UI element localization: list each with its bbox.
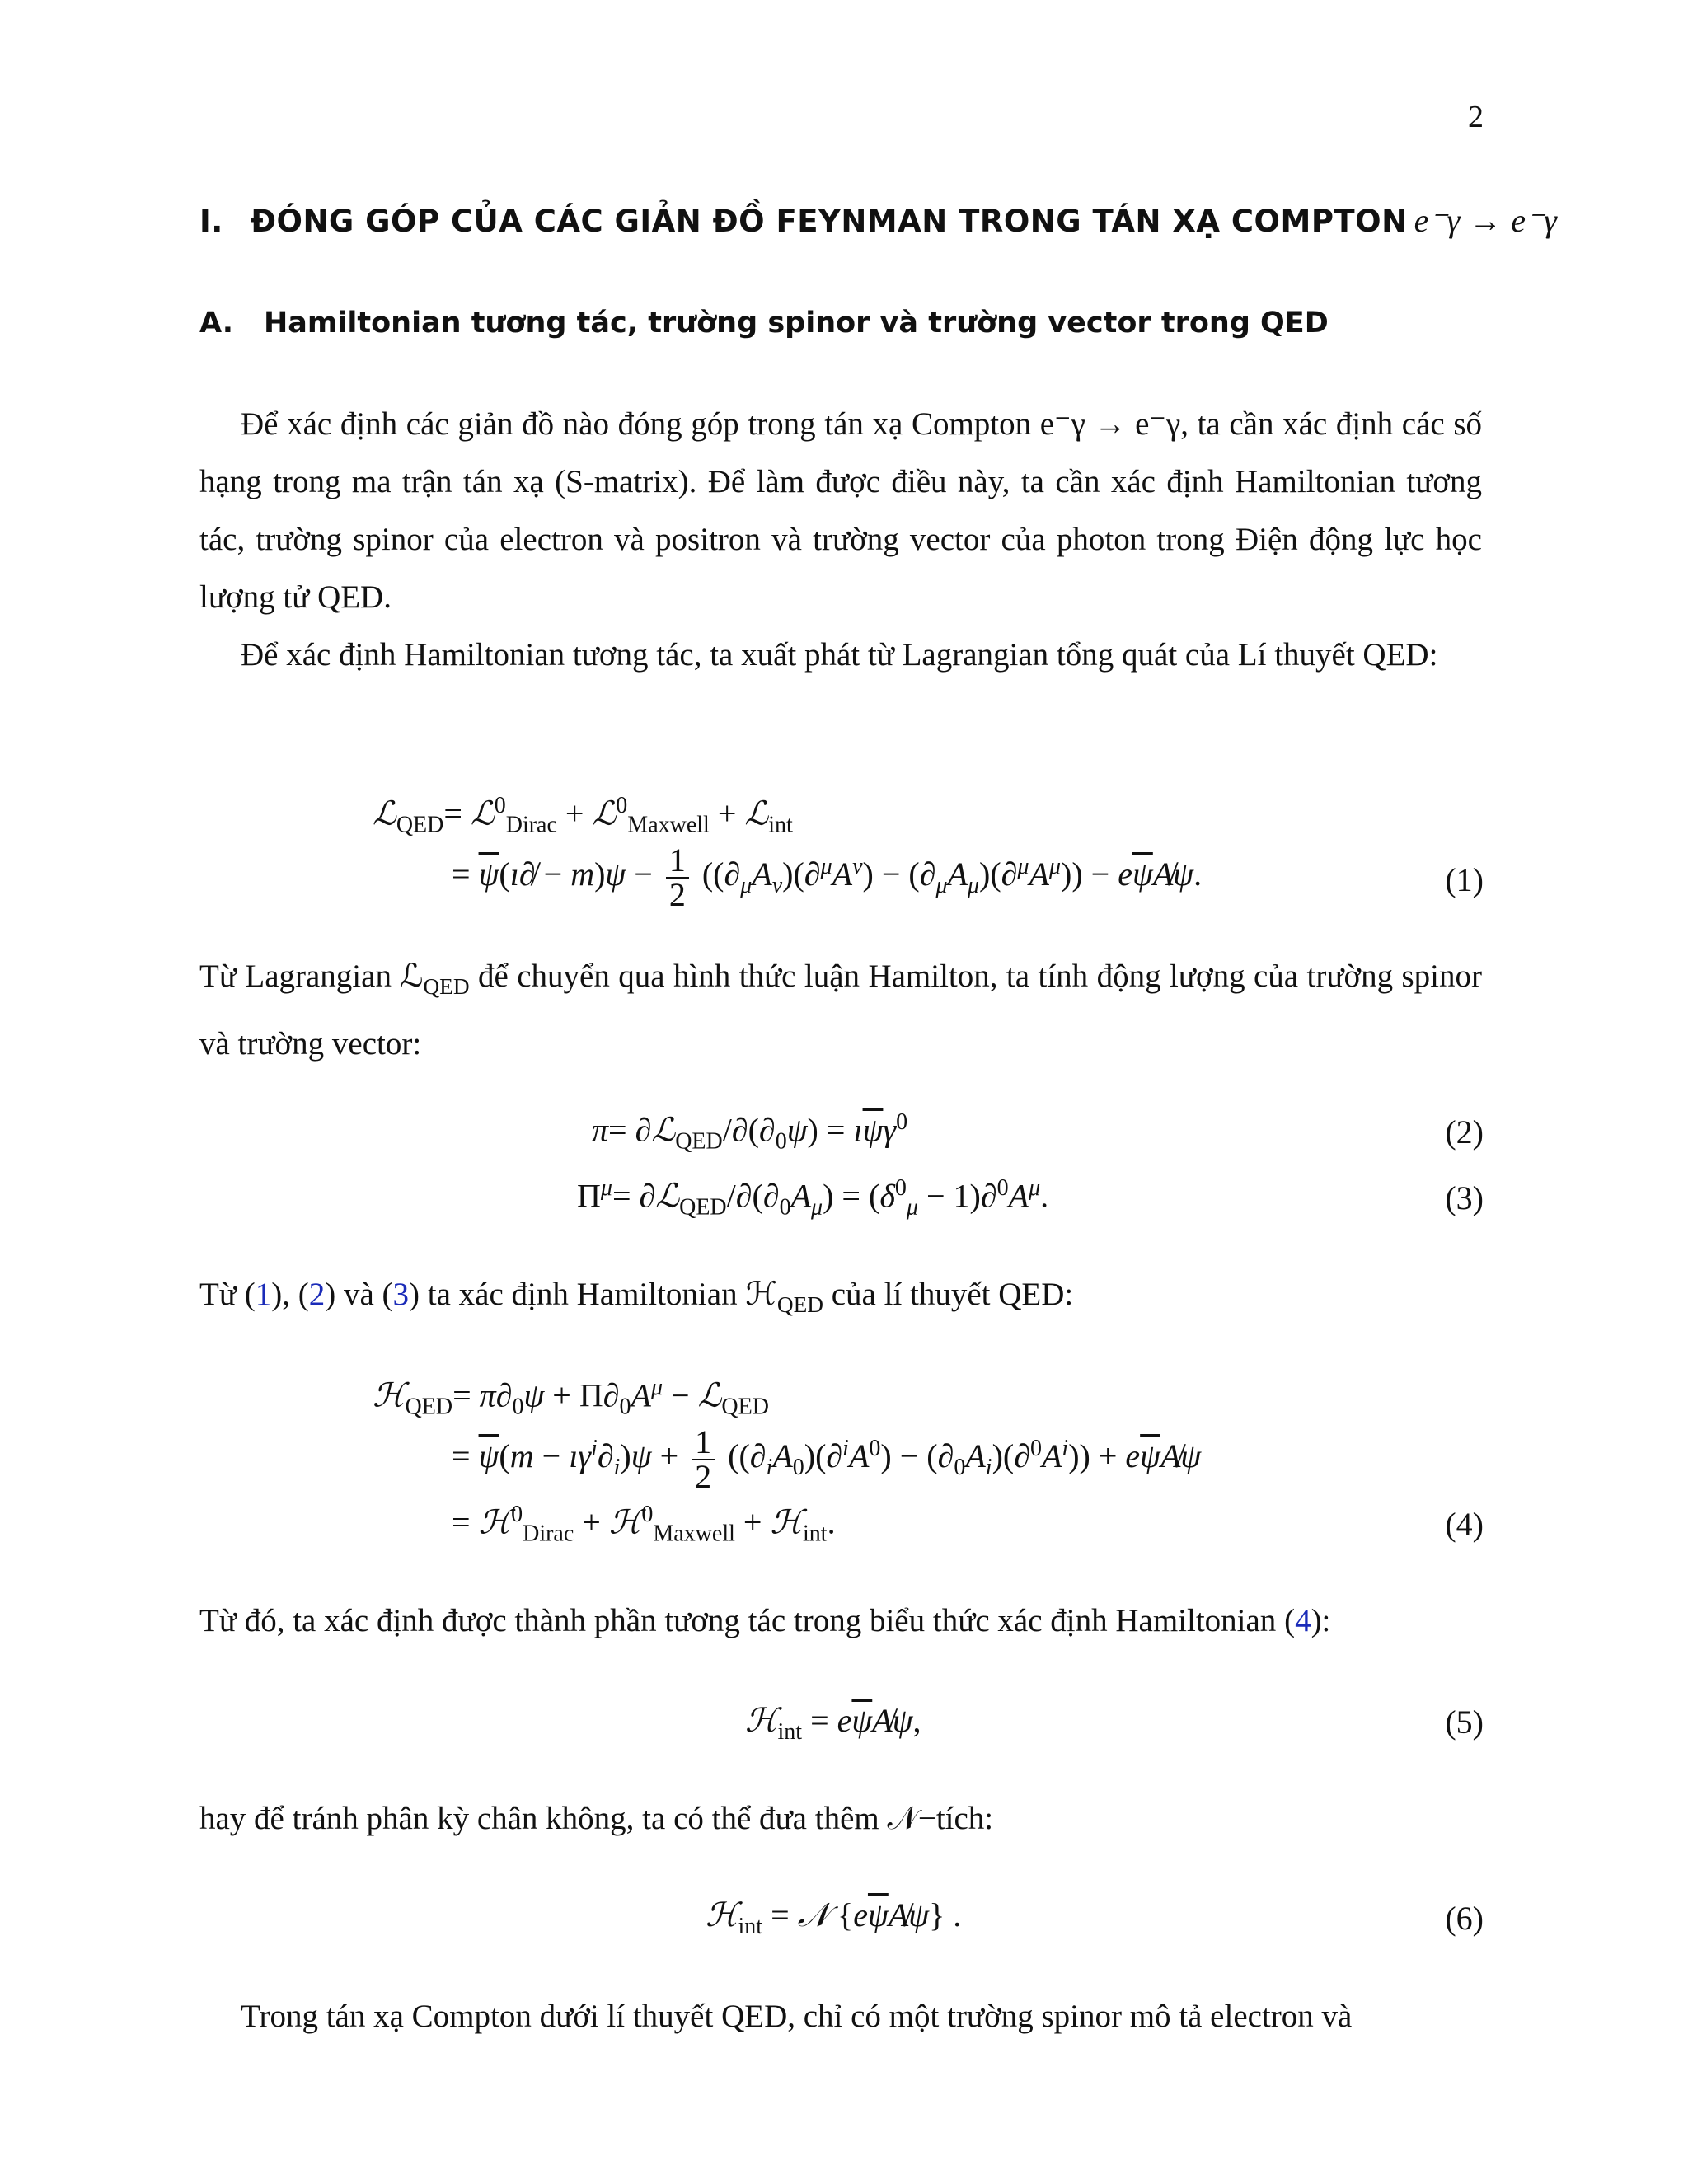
paragraph-hamiltonian-lead: Từ (1), (2) và (3) ta xác định Hamiltonian ℋ$_{QED}$ của lí thuyết QED: [199,1277,1074,1317]
eq-ref-2[interactable]: 2 [308,1277,326,1312]
paragraph-lagrangian-lead: Để xác định Hamiltonian tương tác, ta xuất phát từ Lagrangian tổng quát của Lí thuyết QED: [241,637,1438,673]
eq-ref-1[interactable]: 1 [255,1277,272,1312]
subsection-heading [199,307,1329,340]
equation-4-line-2: = $\overline{\psi}(m$ − $ı\gamma^i\partial_i)\psi$ + $\frac{1}{2}$ $((\partial_iA_0)(\partial^iA^0) - (\partial_0A_i)(\partial^0A^i))$ + $e\overline{\psi}A̸\psi$ [452,1423,1202,1495]
equation-number-1: (1) [1445,861,1484,898]
eq-ref-3[interactable]: 3 [392,1277,410,1312]
paragraph-interaction-lead: Từ đó, ta xác định được thành phần tương tác trong biểu thức xác định Hamiltonian (4): [199,1603,1331,1638]
fraction-one-half-2: $\frac{1}{2}$ [692,1426,715,1493]
paragraph-normal-ordering: hay để tránh phân kỳ chân không, ta có thể đưa thêm 𝒩−tích: [199,1801,994,1836]
equation-number-6: (6) [1445,1900,1484,1937]
section-title-math: e⁻γ → e⁻γ [1414,202,1558,239]
paragraph-compton-closing: Trong tán xạ Compton dưới lí thuyết QED, chỉ có một trường spinor mô tả electron và [241,1999,1353,2034]
equation-2: $\pi= \partial ℒ_{QED}/\partial(\partial_0\psi)$ = $ı\overline{\psi}\gamma^0$ [592,1109,908,1155]
eq-ref-4[interactable]: 4 [1295,1603,1311,1638]
equation-number-2: (2) [1445,1113,1484,1151]
equation-5: ℋ$_{int}$ = $e\overline{\psi}A̸\psi$, [745,1702,921,1745]
equation-4-line-3: = ℋ$^0_{Dirac}$ + ℋ$^0_{Maxwell}$ + ℋ$_{int}$. [452,1502,836,1547]
equation-1-line-1: ℒ$_{QED}$= ℒ$^0_{Dirac}$ + ℒ$^0_{Maxwell}$ + ℒ$_{int}$ [373,793,793,838]
subsection-number: A. [199,307,234,340]
fraction-one-half: $\frac{1}{2}$ [666,844,689,912]
paragraph-intro: Để xác định các giản đồ nào đóng góp trong tán xạ Compton e⁻γ → e⁻γ, ta cần xác định các số hạng trong ma trận tán xạ (S-matrix). Để làm được điều này, ta cần xác định Hamiltonian tương tác, trường spinor của electron và positron và trường vector của photon trong Điện động lực học lượng tử QED. [199,406,1482,615]
page-number: 2 [1468,100,1484,134]
equation-number-4: (4) [1445,1506,1484,1543]
section-heading [199,201,1557,240]
equation-6: ℋ$_{int}$ = 𝒩 $\{e\overline{\psi}A̸\psi\}$ . [706,1896,962,1939]
paragraph-hamilton-transition: Từ Lagrangian ℒ$_{QED}$ để chuyển qua hình thức luận Hamilton, ta tính động lượng của trường spinor và trường vector: [199,958,1483,1062]
equation-4-line-1: ℋ$_{QED}$= $\pi\partial_0\psi + \Pi\partial_0A^\mu$ − ℒ$_{QED}$ [373,1375,769,1420]
equation-3: $\Pi^\mu=$ $\partial ℒ_{QED}/\partial(\partial_0A_\mu) = (\delta^0_\mu - 1)\partial^0A^\mu$. [577,1175,1049,1221]
equation-1-line-2: = $\overline{\psi}(ı\partial̸ - m)\psi$ − $\frac{1}{2}$ $((\partial_\mu A_\nu)(\partial^\mu A^\nu) - (\partial_\mu A_\mu)(\partial^\mu A^\mu))$ − $e\overline{\psi}A̸\psi$. [452,841,1203,913]
section-number: I. [199,204,223,239]
subsection-title: Hamiltonian tương tác, trường spinor và trường vector trong QED [264,307,1329,340]
section-title: ĐÓNG GÓP CỦA CÁC GIẢN ĐỒ FEYNMAN TRONG TÁN XẠ COMPTON [251,204,1408,239]
equation-number-3: (3) [1445,1179,1484,1216]
equation-number-5: (5) [1445,1704,1484,1741]
